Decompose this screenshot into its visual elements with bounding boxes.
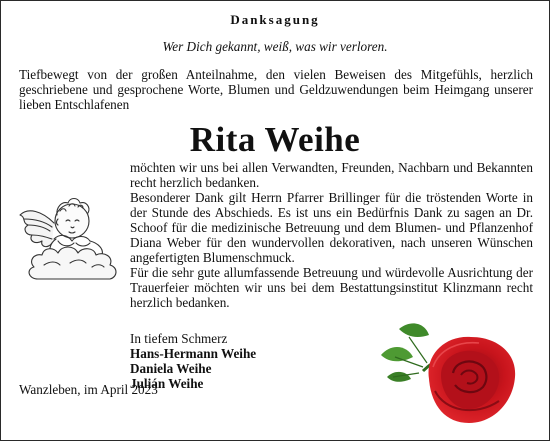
red-rose-photo xyxy=(379,315,529,433)
signatory: Daniela Weihe xyxy=(130,361,212,376)
body-paragraph: Besonderer Dank gilt Herrn Pfarrer Brillinger für die tröstenden Worte in der Stunde des Abschieds. Es ist uns ein Bedürfnis Dank zu sagen an Dr. Schoof für die medizinische Betreuung und dem Blumen- und Pflanzenhof Diana Weber für den wundervollen dekorativen, nach unseren Wünschen angefertigten Blumenschmuck. xyxy=(130,190,533,265)
body-text xyxy=(130,160,533,310)
motto: Wer Dich gekannt, weiß, was wir verloren. xyxy=(162,39,388,54)
signatory: Hans-Hermann Weihe xyxy=(130,346,257,361)
intro-text: Tiefbewegt von der großen Anteilnahme, den vielen Beweisen des Mitgefühls, herzlich geschriebene und gesprochene Worte, Blumen und Geldzuwendungen beim Heimgang unserer lieben Entschlafenen xyxy=(19,67,533,112)
closing-phrase: In tiefem Schmerz xyxy=(130,331,228,346)
deceased-name: Rita Weihe xyxy=(189,120,361,159)
place-date: Wanzleben, im April 2023 xyxy=(19,382,158,397)
notice-heading: Danksagung xyxy=(230,12,320,27)
body-paragraph: möchten wir uns bei allen Verwandten, Freunden, Nachbarn und Bekannten recht herzlich bedanken. xyxy=(130,160,533,190)
angel-illustration xyxy=(14,181,130,286)
body-paragraph: Für die sehr gute allumfassende Betreuung und würdevolle Ausrichtung der Trauerfeier möchten wir uns bei dem Bestattungsinstitut Klinzmann recht herzlich bedanken. xyxy=(130,265,533,310)
signatory: Julián Weihe xyxy=(130,376,204,391)
